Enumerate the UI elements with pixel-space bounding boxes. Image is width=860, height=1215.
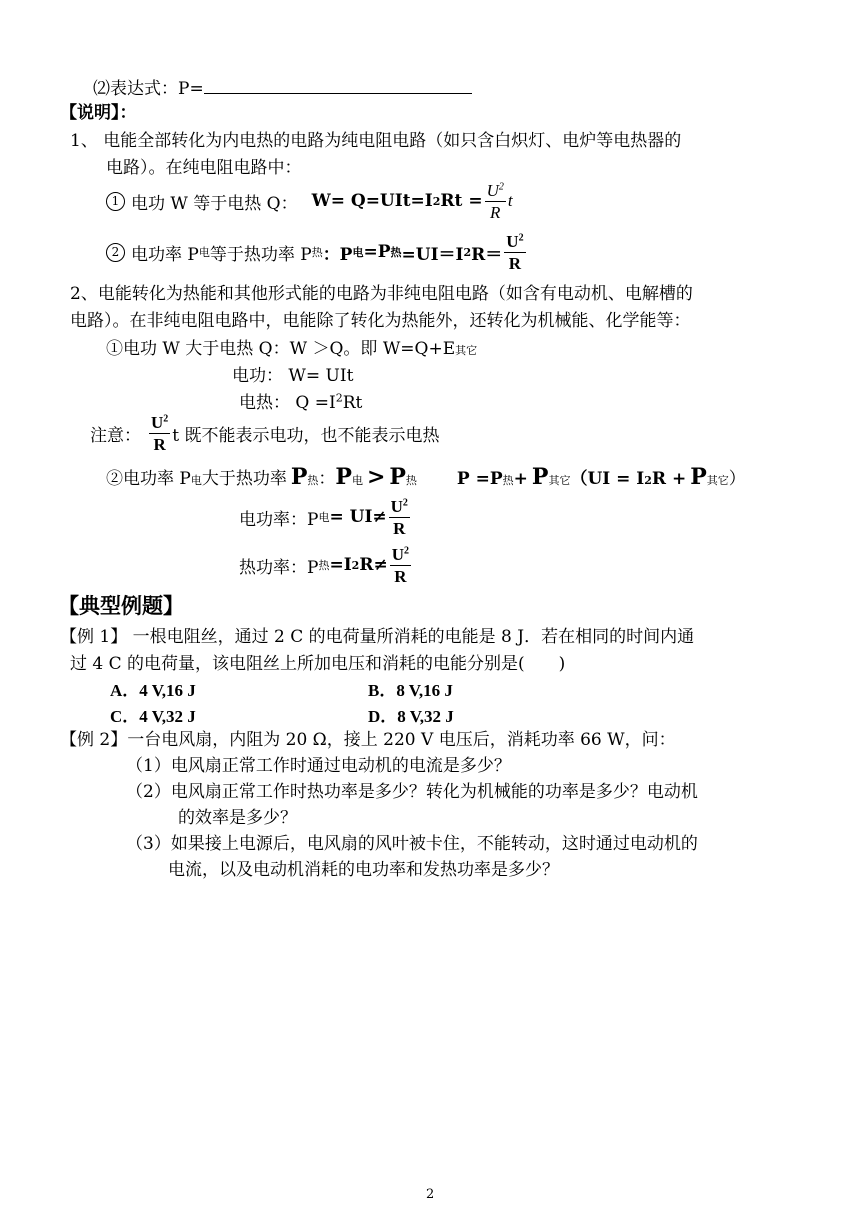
p2-line1: 2、电能转化为热能和其他形式能的电路为非纯电阻电路（如含有电动机、电解槽的 <box>70 284 693 304</box>
ex2-question-3a: （3）如果接上电源后，电风扇的风叶被卡住，不能转动，这时通过电动机的 <box>126 834 698 854</box>
p1-item1: 1 电功 W 等于电热 Q： W= Q=UIt=I 2 Rt = $\frac{U^2}{R}$ t <box>106 180 513 222</box>
ex2-question-2b: 的效率是多少？ <box>178 808 297 828</box>
ex1-line1: 【例 1】 一根电阻丝，通过 2 C 的电荷量所消耗的电能是 8 J．若在相同的时间内通 <box>60 627 695 647</box>
note-line: 注意： $\frac{U^2}{R}$ t 既不能表示电功，也不能表示电热 <box>90 412 440 454</box>
page-number: 2 <box>426 1187 435 1202</box>
ex1-option-a: A．4 V,16 J <box>110 681 196 700</box>
fraction-u2-over-r: $\frac{U^2}{R}$ <box>391 544 409 586</box>
p2-item1: ①电功 W 大于电热 Q：W ＞Q。即 W=Q+E其它 <box>106 339 478 359</box>
explanation-heading: 【说明】： <box>60 103 137 123</box>
circled-2: 2 <box>106 243 125 262</box>
ex2-question-2a: （2）电风扇正常工作时热功率是多少？转化为机械能的功率是多少？电动机 <box>126 782 698 802</box>
ex2-question-3b: 电流，以及电动机消耗的电功率和发热功率是多少？ <box>168 860 559 880</box>
ex2-line1: 【例 2】一台电风扇，内阻为 20 Ω，接上 220 V 电压后，消耗功率 66 W，问： <box>60 730 676 750</box>
heat-power-formula: 热功率：P 热 =I 2 R≠ $\frac{U^2}{R}$ <box>239 544 409 586</box>
fraction-u2-over-r: $\frac{U^2}{R}$ <box>506 231 524 273</box>
ex1-option-b: B．8 V,16 J <box>368 681 453 700</box>
ex1-line2: 过 4 C 的电荷量，该电阻丝上所加电压和消耗的电能分别是( ) <box>70 654 566 674</box>
ex1-option-c: C．4 V,32 J <box>110 707 196 726</box>
ex1-option-d: D．8 V,32 J <box>368 707 454 726</box>
fraction-u2-over-r: $\frac{U^2}{R}$ <box>390 496 408 538</box>
fraction-u2-over-r: $\frac{U^2}{R}$ <box>151 412 169 454</box>
p2-line2: 电路）。在非纯电阻电路中，电能除了转化为热能外，还转化为机械能、化学能等： <box>70 311 691 331</box>
ex2-question-1: （1）电风扇正常工作时通过电动机的电流是多少？ <box>126 756 511 776</box>
power-formula: 电功率：P 电 = UI≠ $\frac{U^2}{R}$ <box>239 496 408 538</box>
p1-line1: 1、 电能全部转化为内电热的电路为纯电阻电路（如只含白炽灯、电炉等电热器的 <box>70 131 682 151</box>
work-formula: 电功： W= UIt <box>232 366 354 386</box>
expression-line: ⑵表达式：P= <box>93 74 472 99</box>
p1-item2: 2 电功率 P 电 等于热功率 P 热 ：P 电 =P 热 =UI＝I 2 R＝ $\frac{U^2}{R}$ <box>106 230 528 274</box>
section-title: 【典型例题】 <box>58 593 184 618</box>
p2-item2: ②电功率 P 电 大于热功率 P 热 ： P 电 > P 热 P =P 热 + P 其它 （UI = I 2 R + P 其它 ） <box>106 464 746 490</box>
circled-1: 1 <box>106 192 125 211</box>
heat-formula: 电热： $Q =I^2Rt$ <box>239 391 363 413</box>
p1-line2: 电路）。在纯电阻电路中： <box>106 158 302 178</box>
answer-blank[interactable] <box>204 79 472 94</box>
fraction-u2-over-r: $\frac{U^2}{R}$ <box>486 180 504 222</box>
